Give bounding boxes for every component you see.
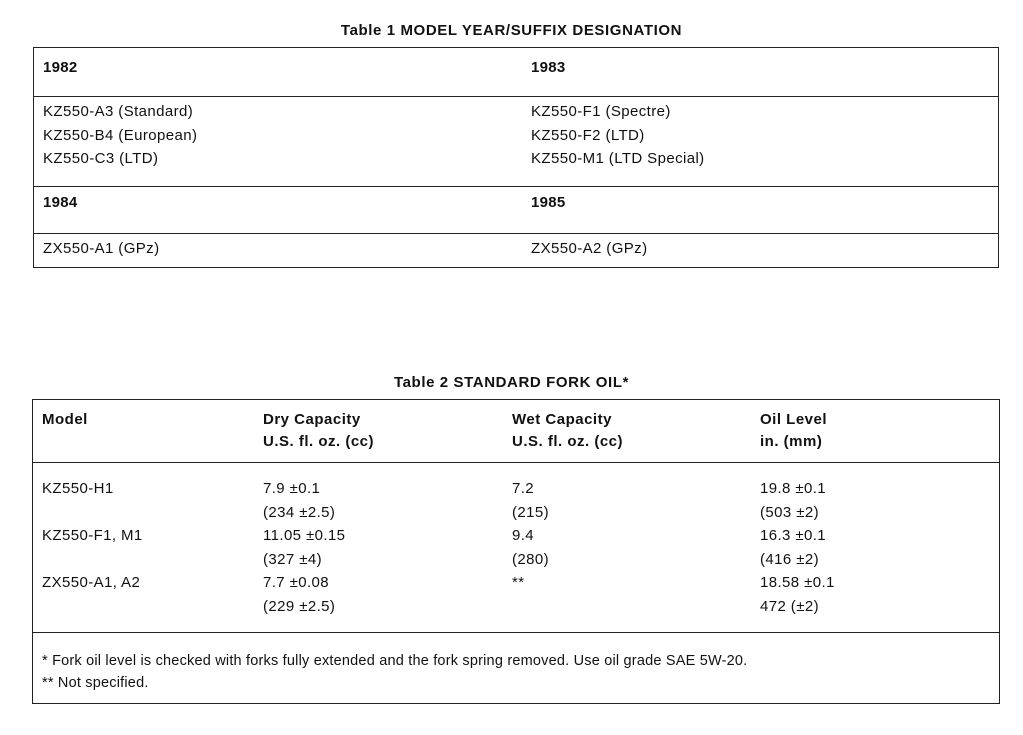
table-cell: 7.7 ±0.08 bbox=[263, 574, 330, 592]
model-entry: KZ550-F2 (LTD) bbox=[531, 126, 645, 144]
footnote: ** Not specified. bbox=[42, 675, 149, 691]
header-line: Model bbox=[42, 411, 88, 428]
column-dry-capacity bbox=[263, 477, 345, 619]
column-wet-capacity bbox=[512, 477, 549, 619]
year-1985-header: 1985 bbox=[531, 194, 566, 211]
table-cell: KZ550-F1, M1 bbox=[42, 527, 143, 545]
table2-footnotes bbox=[42, 650, 747, 694]
model-entry: ZX550-A1 (GPz) bbox=[43, 240, 160, 257]
model-entry: KZ550-A3 (Standard) bbox=[43, 103, 194, 120]
column-oil-level bbox=[760, 477, 835, 619]
table1-caption: Table 1 MODEL YEAR/SUFFIX DESIGNATION bbox=[340, 22, 683, 39]
table-cell bbox=[42, 595, 143, 619]
header-line: U.S. fl. oz. (cc) bbox=[263, 433, 375, 450]
table-cell: 18.58 ±0.1 bbox=[760, 574, 835, 592]
table-cell: (229 ±2.5) bbox=[263, 597, 336, 615]
year-1985-models bbox=[531, 237, 647, 261]
header-dry-capacity bbox=[263, 409, 374, 453]
table-cell: (416 ±2) bbox=[760, 550, 819, 568]
table1-divider bbox=[34, 186, 998, 187]
header-oil-level bbox=[760, 409, 827, 453]
table-cell: 16.3 ±0.1 bbox=[760, 527, 827, 545]
year-1984-models bbox=[43, 237, 159, 261]
table-cell: 9.4 bbox=[512, 527, 535, 545]
table-cell: 19.8 ±0.1 bbox=[760, 480, 827, 497]
model-entry: KZ550-B4 (European) bbox=[43, 126, 198, 144]
header-line: Dry Capacity bbox=[263, 411, 361, 428]
table-cell: (215) bbox=[512, 503, 550, 521]
table2-caption: Table 2 STANDARD FORK OIL* bbox=[393, 374, 630, 391]
model-entry: ZX550-A2 (GPz) bbox=[531, 240, 648, 257]
table-cell: 11.05 ±0.15 bbox=[263, 527, 346, 545]
header-line: in. (mm) bbox=[760, 433, 823, 450]
header-wet-capacity bbox=[512, 409, 623, 453]
model-entry: KZ550-C3 (LTD) bbox=[43, 150, 159, 168]
table2-divider bbox=[33, 632, 999, 633]
header-line: Wet Capacity bbox=[512, 411, 612, 428]
table-cell: KZ550-H1 bbox=[42, 480, 114, 497]
column-model bbox=[42, 477, 143, 619]
footnote: * Fork oil level is checked with forks fully extended and the fork spring removed. Use oil grade SAE 5W-20. bbox=[42, 653, 748, 669]
table-cell: 7.9 ±0.1 bbox=[263, 480, 321, 497]
header-line: Oil Level bbox=[760, 411, 828, 428]
table-cell bbox=[42, 548, 143, 572]
table-cell: ** bbox=[512, 574, 525, 592]
table-cell: (503 ±2) bbox=[760, 503, 819, 521]
year-1982-header: 1982 bbox=[43, 59, 78, 76]
table-cell bbox=[512, 595, 549, 619]
table-cell: 472 (±2) bbox=[760, 597, 819, 615]
year-1984-header: 1984 bbox=[43, 194, 78, 211]
fork-oil-table bbox=[32, 399, 1000, 704]
header-model bbox=[42, 409, 88, 431]
table-cell: 7.2 bbox=[512, 480, 535, 497]
table1-divider bbox=[34, 233, 998, 234]
model-entry: KZ550-F1 (Spectre) bbox=[531, 103, 671, 120]
table-cell: ZX550-A1, A2 bbox=[42, 574, 141, 592]
table-cell: (234 ±2.5) bbox=[263, 503, 336, 521]
table-cell: (280) bbox=[512, 550, 550, 568]
table2-divider bbox=[33, 462, 999, 463]
header-line: U.S. fl. oz. (cc) bbox=[512, 433, 624, 450]
year-1983-models bbox=[531, 100, 705, 171]
model-year-table bbox=[33, 47, 999, 268]
table-cell bbox=[42, 501, 143, 525]
table1-divider bbox=[34, 96, 998, 97]
table-cell: (327 ±4) bbox=[263, 550, 322, 568]
model-entry: KZ550-M1 (LTD Special) bbox=[531, 150, 705, 168]
year-1983-header: 1983 bbox=[531, 59, 566, 76]
year-1982-models bbox=[43, 100, 197, 171]
